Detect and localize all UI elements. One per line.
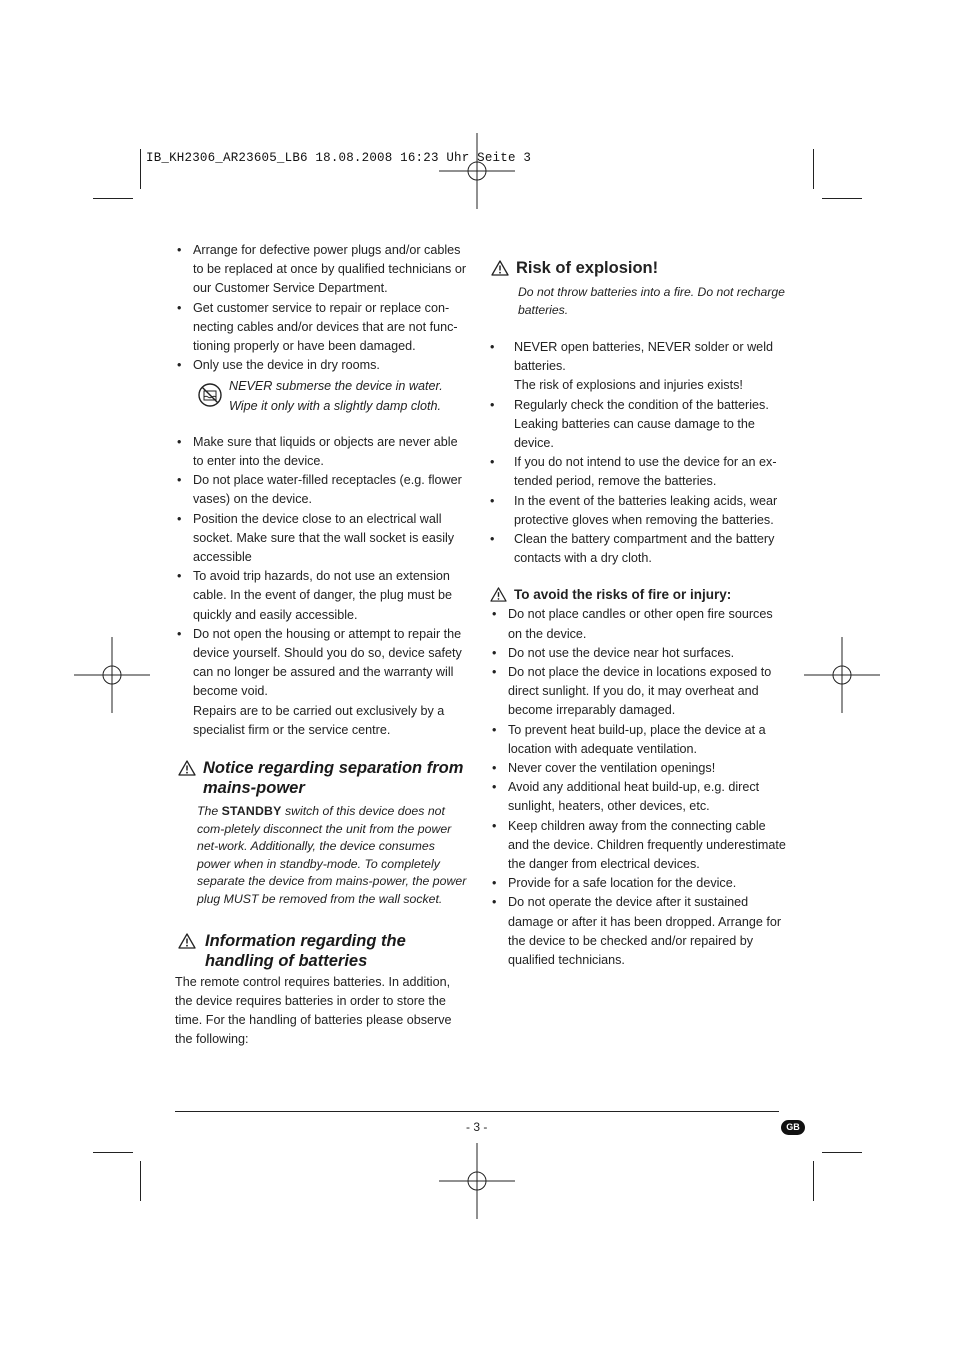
crop-mark: [140, 149, 141, 189]
page-number: - 3 -: [466, 1120, 488, 1134]
safety-list: [175, 241, 467, 375]
list-item: • Position the device close to an electrical wall socket. Make sure that the wall socket is easily accessible: [175, 510, 467, 568]
repairs-note: Repairs are to be carried out exclusively by a specialist firm or the service centre.: [193, 703, 445, 737]
separation-heading: Notice regarding separation from mains-power: [203, 759, 464, 798]
list-item: • Never cover the ventilation openings!: [490, 759, 786, 778]
list-item: • Avoid any additional heat build-up, e.g. direct sunlight, heaters, other devices, etc.: [490, 778, 786, 816]
right-column: [490, 257, 786, 970]
registration-mark-icon: [439, 1143, 515, 1219]
water-note: [193, 377, 467, 415]
crop-mark: [822, 1152, 862, 1153]
list-item: • If you do not intend to use the device for an ex-tended period, remove the batteries.: [490, 453, 786, 491]
list-item: • Do not use the device near hot surfaces.: [490, 644, 786, 663]
list-item: • Make sure that liquids or objects are never able to enter into the device.: [175, 433, 467, 471]
list-item: • Do not place water-filled receptacles (e.g. flower vases) on the device.: [175, 471, 467, 509]
crop-mark: [140, 1161, 141, 1201]
list-item: • Only use the device in dry rooms.: [175, 356, 467, 375]
explosion-warning: The risk of explosions and injuries exists!: [514, 378, 743, 393]
section-heading: [490, 257, 786, 279]
fire-heading: To avoid the risks of fire or injury:: [514, 587, 732, 603]
registration-mark-icon: [439, 133, 515, 209]
list-item: • Provide for a safe location for the device.: [490, 874, 786, 893]
registration-mark-icon: [74, 637, 150, 713]
warning-triangle-icon: [178, 933, 196, 949]
crop-mark: [813, 149, 814, 189]
warning-triangle-icon: [491, 260, 509, 276]
list-item: • Do not open the housing or attempt to repair the device yourself. Should you do so, device safety can no longer be assured and the warranty will become void.: [175, 625, 467, 702]
list-item: • In the event of the batteries leaking acids, wear protective gloves when removing the batteries.: [490, 492, 786, 530]
list-item: • To prevent heat build-up, place the device at a location with adequate ventilation.: [490, 721, 786, 759]
crop-mark: [93, 198, 133, 199]
section-heading: [175, 931, 467, 971]
list-item: • Do not place candles or other open fire sources on the device.: [490, 605, 786, 643]
list-item: • Clean the battery compartment and the battery contacts with a dry cloth.: [490, 530, 786, 568]
separation-text: The STANDBY switch of this device does not com-pletely disconnect the unit from the power net-work. Additionally, the device consumes power when in standby-mode. To completely separate the device from mains-power, the power plug MUST be removed from the wall socket.: [197, 804, 467, 907]
language-badge: GB: [781, 1120, 805, 1135]
standby-label: STANDBY: [221, 804, 282, 819]
crop-mark: [822, 198, 862, 199]
explosion-intro: Do not throw batteries into a fire. Do not recharge batteries.: [518, 285, 785, 317]
list-item: • Do not place the device in locations exposed to direct sunlight. If you do, it may overheat and become irreparably damaged.: [490, 663, 786, 721]
list-item: • To avoid trip hazards, do not use an extension cable. In the event of danger, the plug must be quickly and easily accessible.: [175, 567, 467, 625]
list-item: • Do not operate the device after it sustained damage or after it has been dropped. Arrange for the device to be checked and/or repaired by qualified technicians.: [490, 893, 786, 970]
batteries-heading: Information regarding the handling of batteries: [205, 931, 406, 970]
batteries-text: The remote control requires batteries. In addition, the device requires batteries in order to store the time. For the handling of batteries please observe the following:: [175, 974, 452, 1047]
warning-triangle-icon: [178, 760, 196, 776]
section-heading: [175, 758, 467, 798]
list-item: • Regularly check the condition of the batteries. Leaking batteries can cause damage to the device.: [490, 396, 786, 454]
left-column: [175, 241, 467, 1049]
safety-list: [175, 433, 467, 702]
water-note-text: NEVER submerse the device in water. Wipe it only with a slightly damp cloth.: [229, 379, 443, 413]
print-header: IB_KH2306_AR23605_LB6 18.08.2008 16:23 Uhr Seite 3: [146, 151, 532, 165]
fire-list: [490, 605, 786, 970]
list-item: • Get customer service to repair or replace con-necting cables and/or devices that are not func-tioning properly or have been damaged.: [175, 299, 467, 357]
warning-triangle-icon: [490, 587, 507, 602]
explosion-heading: Risk of explosion!: [516, 259, 659, 277]
list-item: • Arrange for defective power plugs and/or cables to be replaced at once by qualified technicians or our Customer Service Department.: [175, 241, 467, 299]
crop-mark: [813, 1161, 814, 1201]
list-item: • Keep children away from the connecting cable and the device. Children frequently underestimate the danger from electrical devices.: [490, 817, 786, 875]
crop-mark: [93, 1152, 133, 1153]
no-water-icon: [198, 383, 222, 407]
list-item: • NEVER open batteries, NEVER solder or weld batteries. The risk of explosions and injuries exists!: [490, 338, 786, 396]
battery-list: [490, 338, 786, 568]
footer-rule: [175, 1111, 779, 1112]
registration-mark-icon: [804, 637, 880, 713]
section-heading: [490, 585, 786, 605]
